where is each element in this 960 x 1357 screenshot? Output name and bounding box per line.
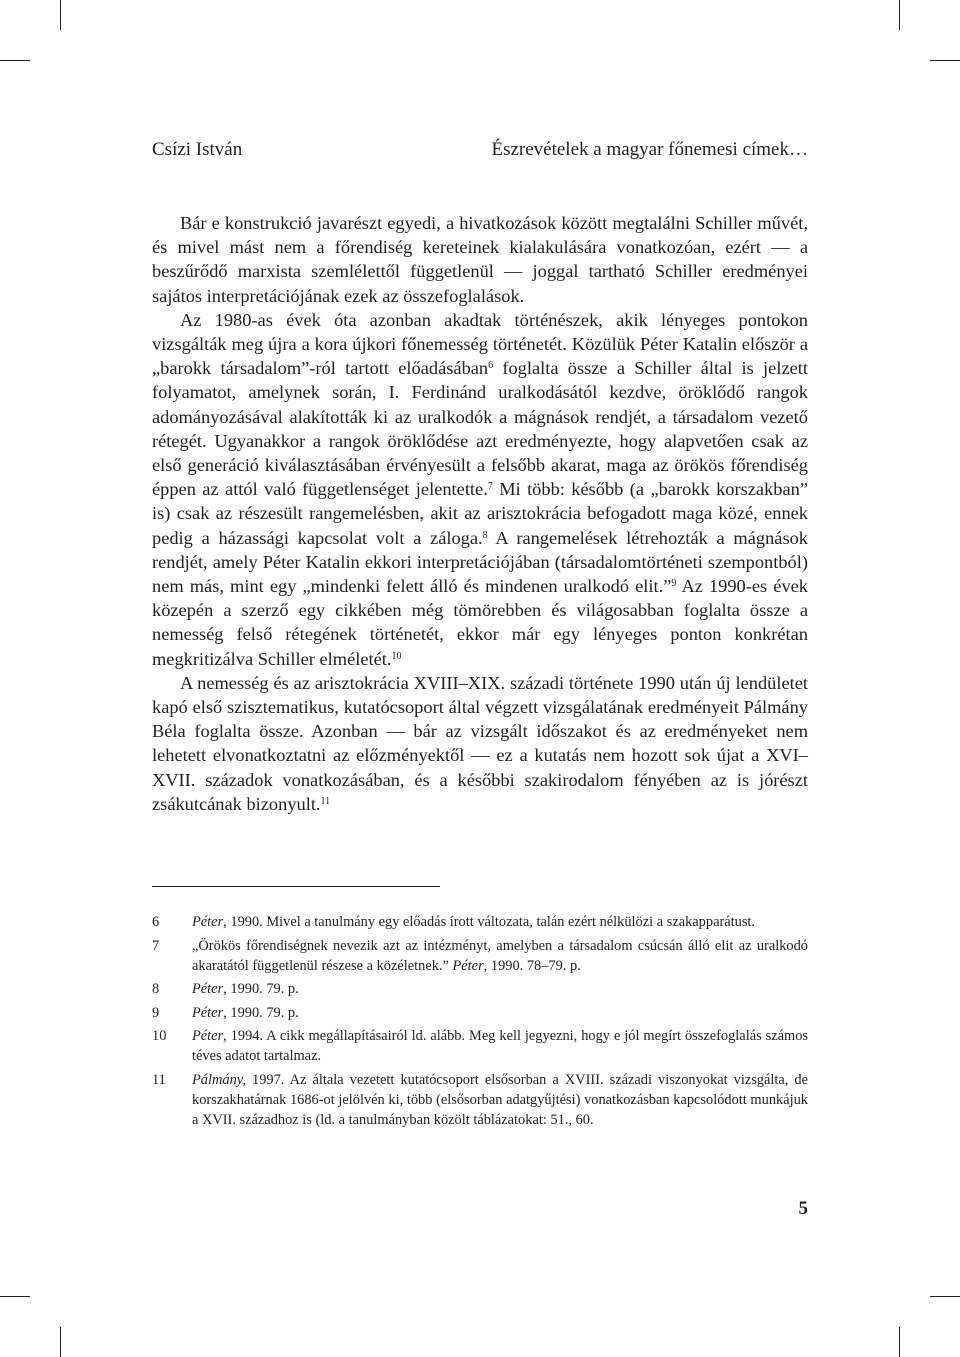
crop-mark [0,1296,30,1297]
footnote [152,936,808,976]
footnote-ref: 11 [320,795,331,807]
header-author: Csízi István [152,139,243,160]
footnote-ref: 7 [487,481,493,493]
footnote [152,1026,808,1066]
crop-mark [899,1327,900,1357]
footnote-ref: 8 [482,529,488,541]
cited-author: Pálmány, [192,1071,246,1088]
crop-mark [60,1327,61,1357]
running-header [152,138,808,162]
page-number: 5 [798,1198,808,1219]
text-run: , 1994. A cikk megállapításairól ld. alább. Meg kell jegyezni, hogy e jól megírt összefoglalás számos téves adatot tartalmaz. [192,1028,808,1064]
body-text [152,211,808,816]
crop-mark [930,1296,960,1297]
footnote [152,912,808,932]
crop-mark [930,60,960,61]
text-run: A nemesség és az arisztokrácia XVIII–XIX. századi története 1990 után új lendületet kapó első szisztematikus, kutatócsoport által végzett vizsgálatának eredményeit Pálmány Béla foglalta össze. Azonban — bár az vizsgált időszakot és az eredményeket nem lehetett elvonatkoztatni az előzményektől — ez a kutatás nem hozott sok újat a XVI–XVII. századok vonatkozásában, és a későbbi szakirodalom fényében az is jórészt zsákutcának bizonyult. [152,672,808,814]
text-run: , 1990. 78–79. p. [483,957,581,974]
footnote-text [192,1003,808,1023]
crop-mark [60,0,61,30]
cited-author: Péter [192,914,224,930]
footnote-number: 8 [152,981,160,997]
text-run: „Örökös főrendiségnek nevezik azt az intézményt, amelyben a társadalom csúcsán álló elit az uralkodó akaratától függetlenül részese a közéletnek.” [192,937,808,974]
footnote-text [192,912,808,932]
text-run: Az 1990-es évek közepén a szerző egy cikkében még tömörebben és világosabban foglalta össze a nemesség felső rétegének történetét, ekkor már egy lényeges ponton konkrétan megkritizálva Schiller elméletét. [152,576,808,669]
paragraph [152,211,808,308]
footnote-ref: 6 [488,360,494,372]
text-run: , 1990. 79. p. [223,1004,299,1021]
text-run: , 1990. 79. p. [223,981,299,997]
crop-mark [0,60,30,61]
cited-author: Péter [192,981,224,997]
footnote-text [192,1070,808,1130]
footnote-separator [152,886,440,887]
footnote-ref: 10 [391,650,402,662]
footnote-number: 7 [152,937,160,954]
text-run: A rangemelések létrehozták a mágnások rendjét, amely Péter Katalin ekkori interpretációjában (társadalomtörténeti szempontból) nem más, mint egy „mindenki felett álló és mindenen uralkodó elit.” [152,527,808,597]
footnote [152,1003,808,1023]
cited-author: Péter [452,957,484,974]
text-run: 1997. Az általa vezetett kutatócsoport elsősorban a XVIII. századi viszonyokat vizsgálta, de korszakhatárnak 1686-ot jelölvén ki, több (elsősorban adatgyűjtési) vonatkozásban kapcsolódott munkájuk a XVII. századhoz is (ld. a tanulmányban közölt táblázatokat: 51., 60. [192,1071,808,1128]
text-run: , 1990. Mivel a tanulmány egy előadás írott változata, talán ezért nélkülözi a szakapparátust. [223,914,756,930]
text-run: Az 1980-as évek óta azonban akadtak történészek, akik lényeges pontokon vizsgálták meg újra a kora újkori főnemesség történetét. Közülük Péter Katalin először a „barokk társadalom”-ról tartott előadásában [152,309,808,379]
footnote-text [192,979,808,999]
paragraph [152,308,808,671]
footnote [152,979,808,999]
text-run: Mi több: később (a „barokk korszakban” is) csak az részesült rangemelésben, akit az arisztokrácia befogadott maga közé, ennek pedig a házassági kapcsolat volt a záloga. [152,479,808,548]
crop-mark [899,0,900,30]
footnote-number: 6 [152,914,160,930]
footnote-number: 10 [152,1028,167,1044]
footnote-text [192,936,808,976]
cited-author: Péter [192,1028,224,1044]
paragraph [152,671,808,816]
footnote-text [192,1026,808,1066]
text-run: foglalta össze a Schiller által is jelzett folyamatot, amelynek során, I. Ferdinánd uralkodásától kezdve, öröklődő rangok adományozásával alakították ki az uralkodók a mágnások rendjét, a társadalom vezető rétegét. Ugyanakkor a rangok öröklődése azt eredményezte, hogy alapvetően csak az első generáció kiválasztásában érvényesült a felsőbb akarat, maga az örökös főrendiség éppen az attól való függetlenséget jelentette. [152,358,808,500]
footnote-number: 11 [152,1071,166,1088]
cited-author: Péter [192,1004,224,1021]
footnotes [152,912,808,1133]
header-title: Észrevételek a magyar főnemesi címek… [491,139,808,160]
text-run: Bár e konstrukció javarészt egyedi, a hivatkozások között megtalálni Schiller művét, és mivel mást nem a főrendiség kereteinek kialakulására vonatkozóan, ezért — a beszűrődő marxista szemlélettől függetlenül — joggal tartható Schiller eredményei sajátos interpretációjának ezek az összefoglalások. [152,213,808,306]
footnote-ref: 9 [671,578,677,590]
footnote-number: 9 [152,1004,160,1021]
footnote [152,1070,808,1130]
